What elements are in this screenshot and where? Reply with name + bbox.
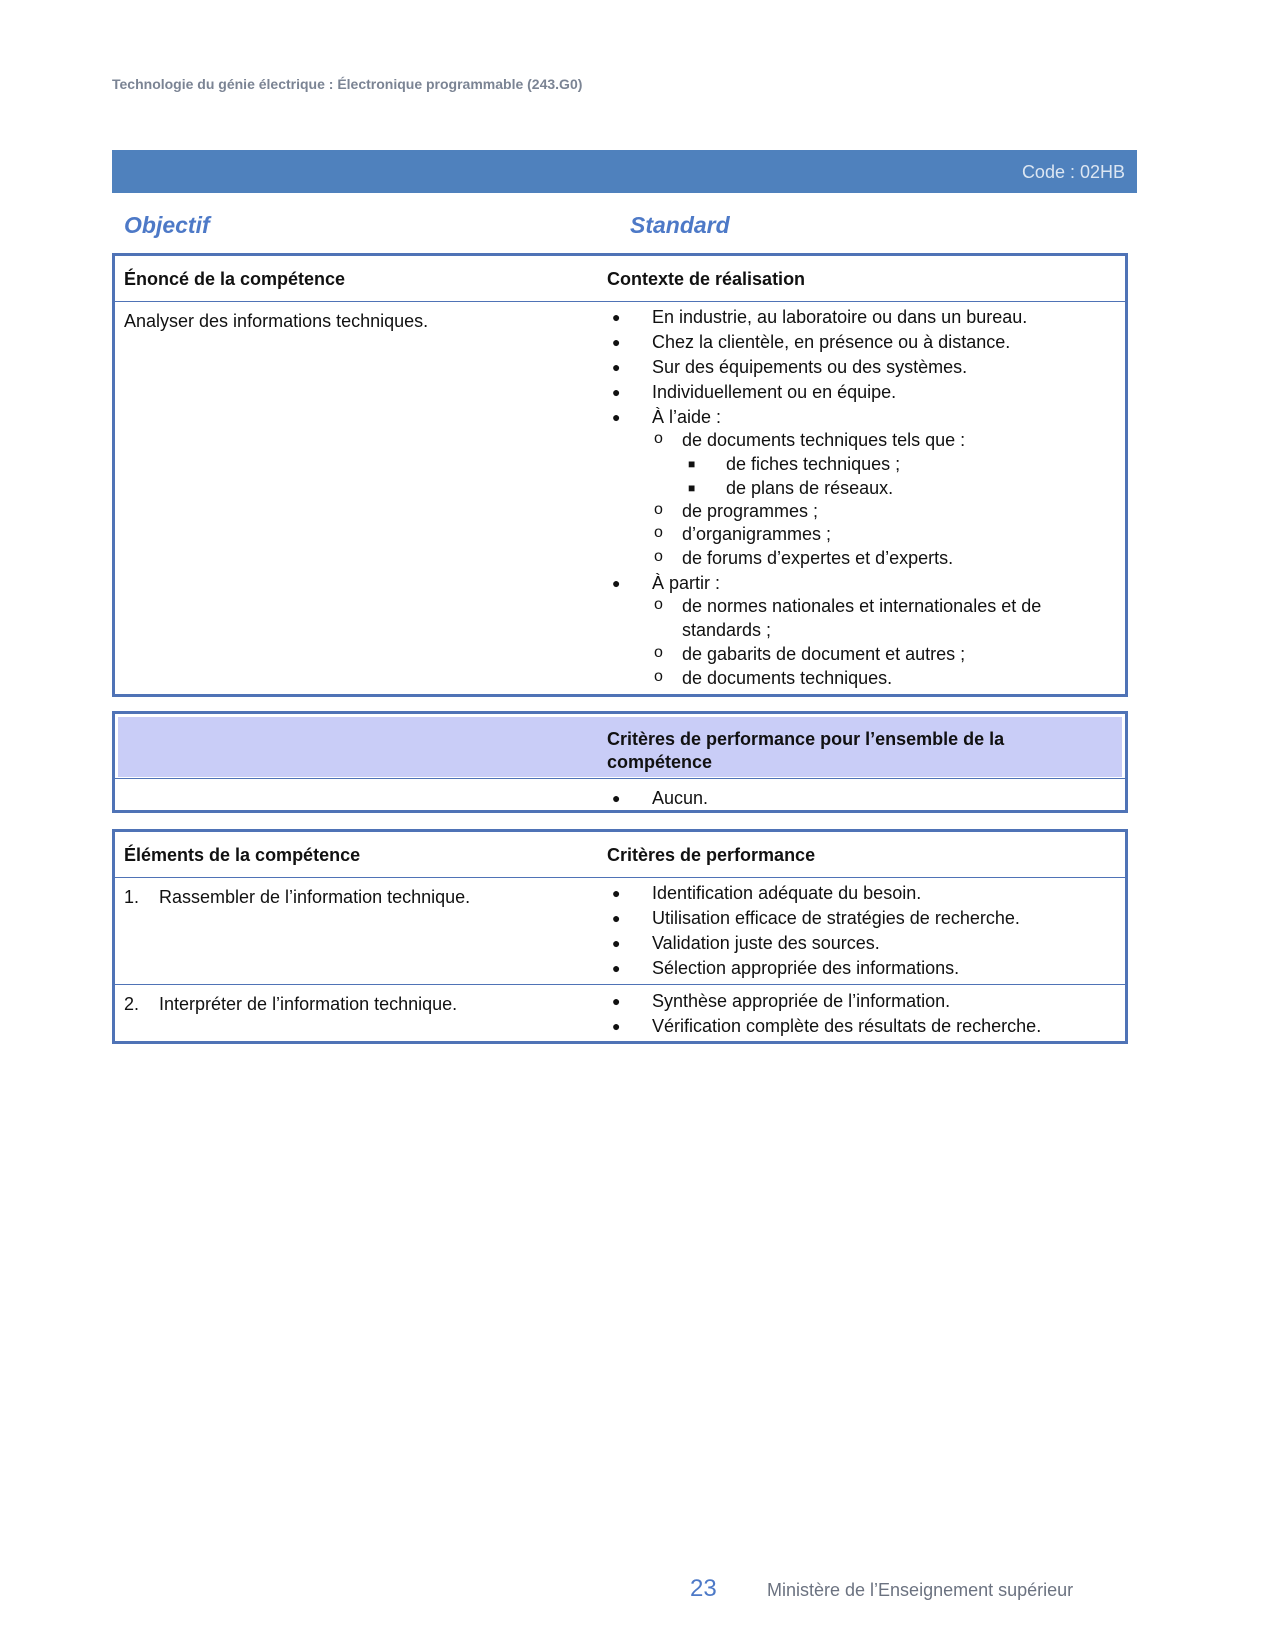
criteria-item: ● Utilisation efficace de stratégies de recherche.	[612, 908, 1020, 928]
context-subsubitem: ■ de fiches techniques ;	[688, 454, 901, 474]
circle-bullet-icon: o	[654, 430, 663, 447]
circle-bullet-icon: o	[654, 548, 663, 565]
bullet-icon: ●	[612, 935, 621, 951]
criteria-item: ● Synthèse appropriée de l’information.	[612, 991, 951, 1011]
code-bar	[112, 150, 1137, 193]
bullet-icon: ●	[612, 309, 621, 325]
context-item: ● À partir :	[612, 573, 721, 593]
criteria-item: ● Validation juste des sources.	[612, 933, 880, 953]
bullet-icon: ●	[612, 384, 621, 400]
context-item: ● Individuellement ou en équipe.	[612, 382, 897, 402]
context-item: ● Sur des équipements ou des systèmes.	[612, 357, 968, 377]
competency-statement: Analyser des informations techniques.	[124, 311, 429, 331]
elements-header: Éléments de la compétence	[124, 845, 361, 865]
context-subitem: o d’organigrammes ;	[654, 524, 832, 544]
criteria-item: ● Vérification complète des résultats de recherche.	[612, 1016, 1042, 1036]
context-subitem: o de programmes ;	[654, 501, 819, 521]
statement-header: Énoncé de la compétence	[124, 269, 346, 289]
bullet-icon: ●	[612, 1018, 621, 1034]
element-number: 2.	[124, 994, 140, 1014]
circle-bullet-icon: o	[654, 644, 663, 661]
bullet-icon: ●	[612, 885, 621, 901]
bullet-icon: ●	[612, 910, 621, 926]
context-subitem: o de forums d’expertes et d’experts.	[654, 548, 954, 568]
circle-bullet-icon: o	[654, 596, 663, 613]
criteria-item: ● Sélection appropriée des informations.	[612, 958, 960, 978]
bullet-icon: ●	[612, 790, 621, 806]
overall-criteria-item: ● Aucun.	[612, 788, 709, 808]
overall-criteria-table	[112, 711, 1128, 813]
context-subitem-continued: standards ;	[682, 620, 772, 640]
competency-code: Code : 02HB	[1021, 162, 1125, 182]
elements-table	[112, 829, 1128, 1044]
section-title-objectif: Objectif	[124, 212, 210, 238]
element-label: Rassembler de l’information technique.	[159, 887, 471, 907]
row-divider	[115, 301, 1125, 302]
overall-criteria-header: Critères de performance pour l’ensemble de la compétence	[607, 729, 1005, 772]
context-subitem: o de normes nationales et internationales et de	[654, 596, 1042, 616]
footer-organization: Ministère de l’Enseignement supérieur	[767, 1580, 1074, 1600]
bullet-icon: ●	[612, 409, 621, 425]
context-subitem: o de documents techniques tels que :	[654, 430, 966, 450]
competency-table	[112, 253, 1128, 697]
element-label: Interpréter de l’information technique.	[159, 994, 458, 1014]
context-subitem: o de documents techniques.	[654, 668, 893, 688]
bullet-icon: ●	[612, 575, 621, 591]
element-number: 1.	[124, 887, 140, 907]
circle-bullet-icon: o	[654, 524, 663, 541]
context-item: ● En industrie, au laboratoire ou dans un bureau.	[612, 307, 1028, 327]
context-item: ● Chez la clientèle, en présence ou à distance.	[612, 332, 1011, 352]
bullet-icon: ●	[612, 960, 621, 976]
bullet-icon: ●	[612, 993, 621, 1009]
context-item: ● À l’aide :	[612, 407, 722, 427]
circle-bullet-icon: o	[654, 501, 663, 518]
context-subitem: o de gabarits de document et autres ;	[654, 644, 966, 664]
page-number: 23	[690, 1575, 717, 1602]
row-divider	[115, 877, 1125, 878]
bullet-icon: ●	[612, 359, 621, 375]
square-bullet-icon: ■	[688, 481, 696, 495]
document-header: Technologie du génie électrique : Électronique programmable (243.G0)	[112, 76, 583, 92]
context-subsubitem: ■ de plans de réseaux.	[688, 478, 894, 498]
row-divider	[115, 778, 1125, 779]
square-bullet-icon: ■	[688, 457, 696, 471]
circle-bullet-icon: o	[654, 668, 663, 685]
criteria-item: ● Identification adéquate du besoin.	[612, 883, 922, 903]
section-title-standard: Standard	[630, 212, 730, 238]
bullet-icon: ●	[612, 334, 621, 350]
criteria-header: Critères de performance	[607, 845, 816, 865]
context-header: Contexte de réalisation	[607, 269, 806, 289]
row-divider	[115, 984, 1125, 985]
